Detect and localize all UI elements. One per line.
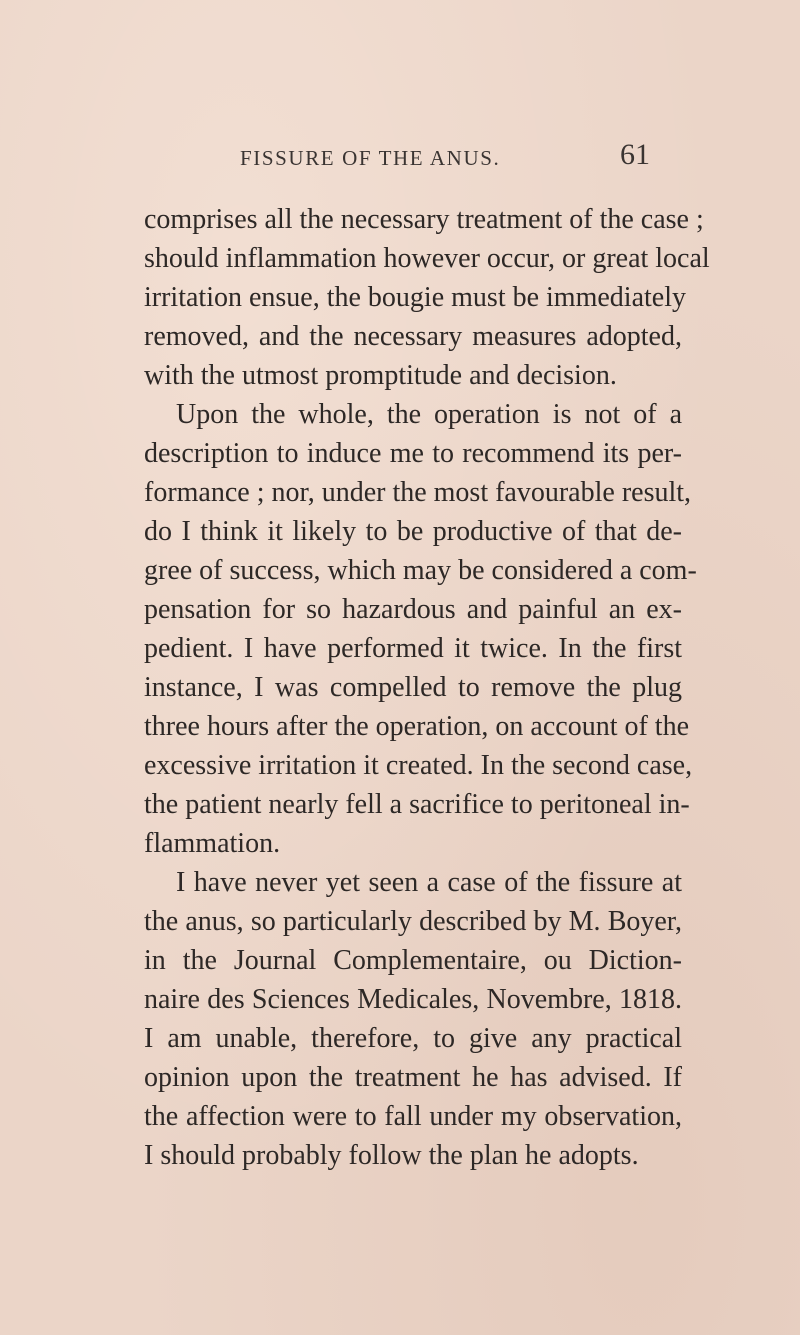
text-line: flammation. [144, 828, 281, 859]
text-line: I should probably follow the plan he adopts. [144, 1140, 639, 1171]
body-text [144, 200, 710, 1175]
text-line: formance ; nor, under the most favourable result, [144, 477, 692, 508]
text-line: irritation ensue, the bougie must be immediately [144, 282, 686, 313]
text-line: the patient nearly fell a sacrifice to peritoneal in- [144, 789, 690, 820]
text-line-paragraph-start: Upon the whole, the operation is not of a [176, 399, 682, 430]
text-line: pensation for so hazardous and painful an ex- [144, 594, 682, 625]
text-line: opinion upon the treatment he has advised. If [144, 1062, 682, 1093]
page-number: 61 [620, 138, 650, 171]
text-line: the anus, so particularly described by M. Boyer, [144, 906, 682, 937]
text-line: do I think it likely to be productive of that de- [144, 516, 682, 547]
running-title: FISSURE OF THE ANUS. [240, 146, 501, 170]
text-line: gree of success, which may be considered a com- [144, 555, 697, 586]
running-head [150, 138, 660, 186]
text-line: excessive irritation it created. In the second case, [144, 750, 693, 781]
text-line: I am unable, therefore, to give any practical [144, 1023, 682, 1054]
text-line: instance, I was compelled to remove the plug [144, 672, 682, 703]
text-line: should inflammation however occur, or great local [144, 243, 710, 274]
text-line: the affection were to fall under my observation, [144, 1101, 682, 1132]
text-line: comprises all the necessary treatment of the case ; [144, 204, 704, 235]
text-line: three hours after the operation, on account of the [144, 711, 690, 742]
text-line: naire des Sciences Medicales, Novembre, 1818. [144, 984, 682, 1015]
text-line-paragraph-start: I have never yet seen a case of the fissure at [176, 867, 682, 898]
text-line: description to induce me to recommend its per- [144, 438, 682, 469]
text-line: removed, and the necessary measures adopted, [144, 321, 682, 352]
text-line: with the utmost promptitude and decision. [144, 360, 617, 391]
text-line: pedient. I have performed it twice. In the first [144, 633, 682, 664]
text-line: in the Journal Complementaire, ou Diction- [144, 945, 682, 976]
